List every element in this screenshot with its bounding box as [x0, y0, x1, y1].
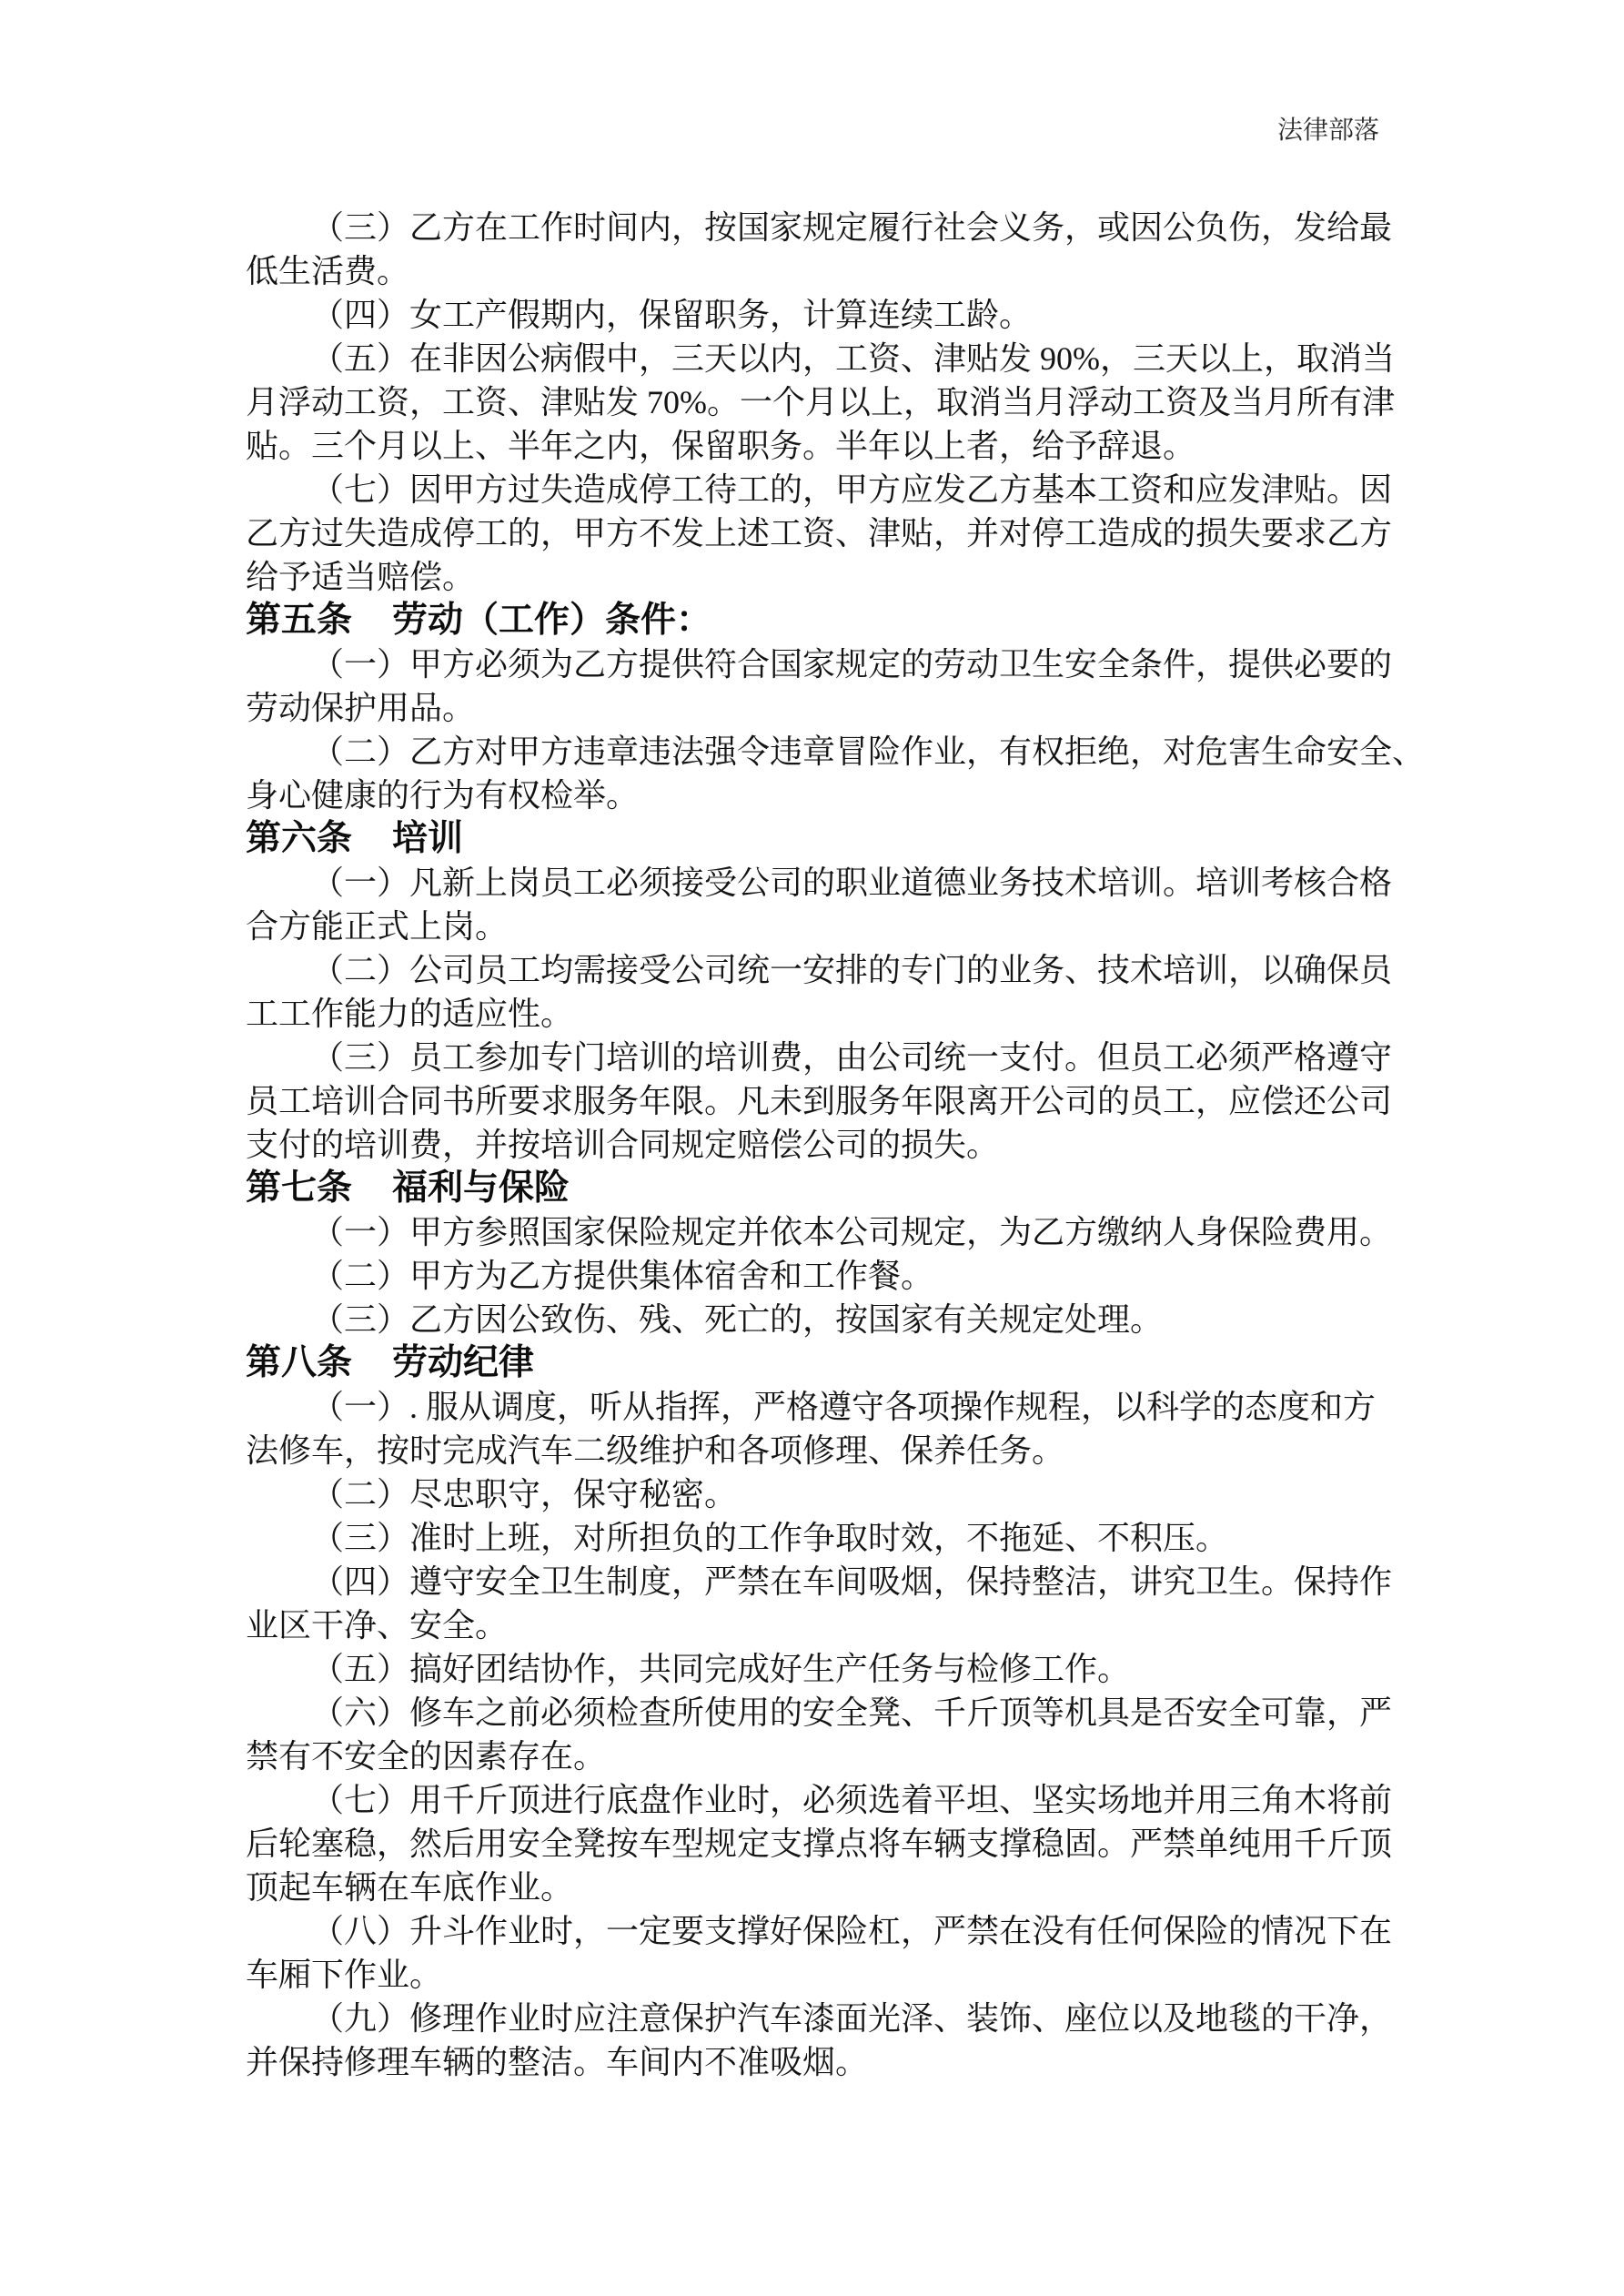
article-title: 福利与保险 — [392, 1168, 570, 1208]
doc-line: （三）准时上班，对所担负的工作争取时效，不拖延、不积压。 — [311, 1520, 1229, 1556]
doc-line: （八）升斗作业时，一定要支撑好保险杠，严禁在没有任何保险的情况下在 — [311, 1913, 1393, 1949]
doc-line: （一）甲方参照国家保险规定并依本公司规定，为乙方缴纳人身保险费用。 — [311, 1214, 1393, 1250]
article-heading — [246, 1341, 1419, 1385]
doc-line: （二）尽忠职守，保守秘密。 — [311, 1476, 738, 1512]
document-body — [246, 206, 1426, 2084]
article-heading — [246, 1167, 1419, 1210]
article-number: 第五条 — [246, 601, 353, 640]
article-number: 第八条 — [246, 1343, 353, 1382]
article-title: 劳动纪律 — [392, 1343, 535, 1382]
doc-line: 业区干净、安全。 — [246, 1607, 509, 1644]
doc-line: 月浮动工资，工资、津贴发 70%。一个月以上，取消当月浮动工资及当月所有津 — [246, 384, 1395, 420]
article-number: 第六条 — [246, 819, 353, 858]
doc-line: （四）女工产假期内，保留职务，计算连续工龄。 — [311, 297, 1033, 333]
doc-line: （一）. 服从调度，听从指挥，严格遵守各项操作规程，以科学的态度和方 — [311, 1389, 1377, 1425]
doc-line: 身心健康的行为有权检举。 — [246, 777, 640, 814]
doc-line: （六）修车之前必须检查所使用的安全凳、千斤顶等机具是否安全可靠，严 — [311, 1694, 1393, 1731]
article-heading — [246, 817, 1419, 861]
doc-line: 后轮塞稳，然后用安全凳按车型规定支撑点将车辆支撑稳固。严禁单纯用千斤顶 — [246, 1826, 1393, 1862]
article-title: 劳动（工作）条件： — [392, 601, 712, 640]
doc-line: 低生活费。 — [246, 253, 410, 289]
doc-line: （二）甲方为乙方提供集体宿舍和工作餐。 — [311, 1258, 934, 1294]
article-title: 培训 — [392, 819, 464, 858]
doc-line: 合方能正式上岗。 — [246, 908, 509, 945]
doc-line: 法修车，按时完成汽车二级维护和各项修理、保养任务。 — [246, 1432, 1065, 1469]
doc-line: 给予适当赔偿。 — [246, 559, 476, 595]
doc-line: （一）凡新上岗员工必须接受公司的职业道德业务技术培训。培训考核合格 — [311, 865, 1393, 901]
doc-line: 贴。三个月以上、半年之内，保留职务。半年以上者，给予辞退。 — [246, 428, 1196, 464]
doc-line: 顶起车辆在车底作业。 — [246, 1869, 574, 1906]
doc-line: （三）员工参加专门培训的培训费，由公司统一支付。但员工必须严格遵守 — [311, 1039, 1393, 1076]
doc-line: （五）在非因公病假中，三天以内，工资、津贴发 90%，三天以上，取消当 — [311, 340, 1395, 377]
doc-line: （二）乙方对甲方违章违法强令违章冒险作业，有权拒绝，对危害生命安全、 — [311, 733, 1426, 770]
doc-line: （九）修理作业时应注意保护汽车漆面光泽、装饰、座位以及地毯的干净， — [311, 2000, 1393, 2037]
doc-line: 员工培训合同书所要求服务年限。凡未到服务年限离开公司的员工，应偿还公司 — [246, 1083, 1393, 1119]
page-header-watermark: 法律部落 — [1277, 116, 1380, 145]
doc-line: （一）甲方必须为乙方提供符合国家规定的劳动卫生安全条件，提供必要的 — [311, 646, 1393, 683]
doc-line: 劳动保护用品。 — [246, 690, 476, 726]
doc-line: （四）遵守安全卫生制度，严禁在车间吸烟，保持整洁，讲究卫生。保持作 — [311, 1563, 1393, 1600]
article-number: 第七条 — [246, 1168, 353, 1208]
doc-line: 工工作能力的适应性。 — [246, 996, 574, 1032]
article-heading — [246, 599, 1419, 642]
doc-line: （三）乙方因公致伤、残、死亡的，按国家有关规定处理。 — [311, 1301, 1164, 1338]
doc-line: 乙方过失造成停工的，甲方不发上述工资、津贴，并对停工造成的损失要求乙方 — [246, 515, 1393, 551]
doc-line: （七）因甲方过失造成停工待工的，甲方应发乙方基本工资和应发津贴。因 — [311, 471, 1393, 508]
doc-line: 车厢下作业。 — [246, 1957, 443, 1993]
doc-line: 支付的培训费，并按培训合同规定赔偿公司的损失。 — [246, 1127, 1000, 1163]
doc-line: 并保持修理车辆的整洁。车间内不准吸烟。 — [246, 2044, 869, 2080]
doc-line: （二）公司员工均需接受公司统一安排的专门的业务、技术培训，以确保员 — [311, 952, 1393, 988]
doc-line: 禁有不安全的因素存在。 — [246, 1738, 607, 1775]
doc-line: （五）搞好团结协作，共同完成好生产任务与检修工作。 — [311, 1651, 1131, 1687]
doc-line: （七）用千斤顶进行底盘作业时，必须选着平坦、坚实场地并用三角木将前 — [311, 1782, 1393, 1818]
doc-line: （三）乙方在工作时间内，按国家规定履行社会义务，或因公负伤，发给最 — [311, 209, 1393, 246]
